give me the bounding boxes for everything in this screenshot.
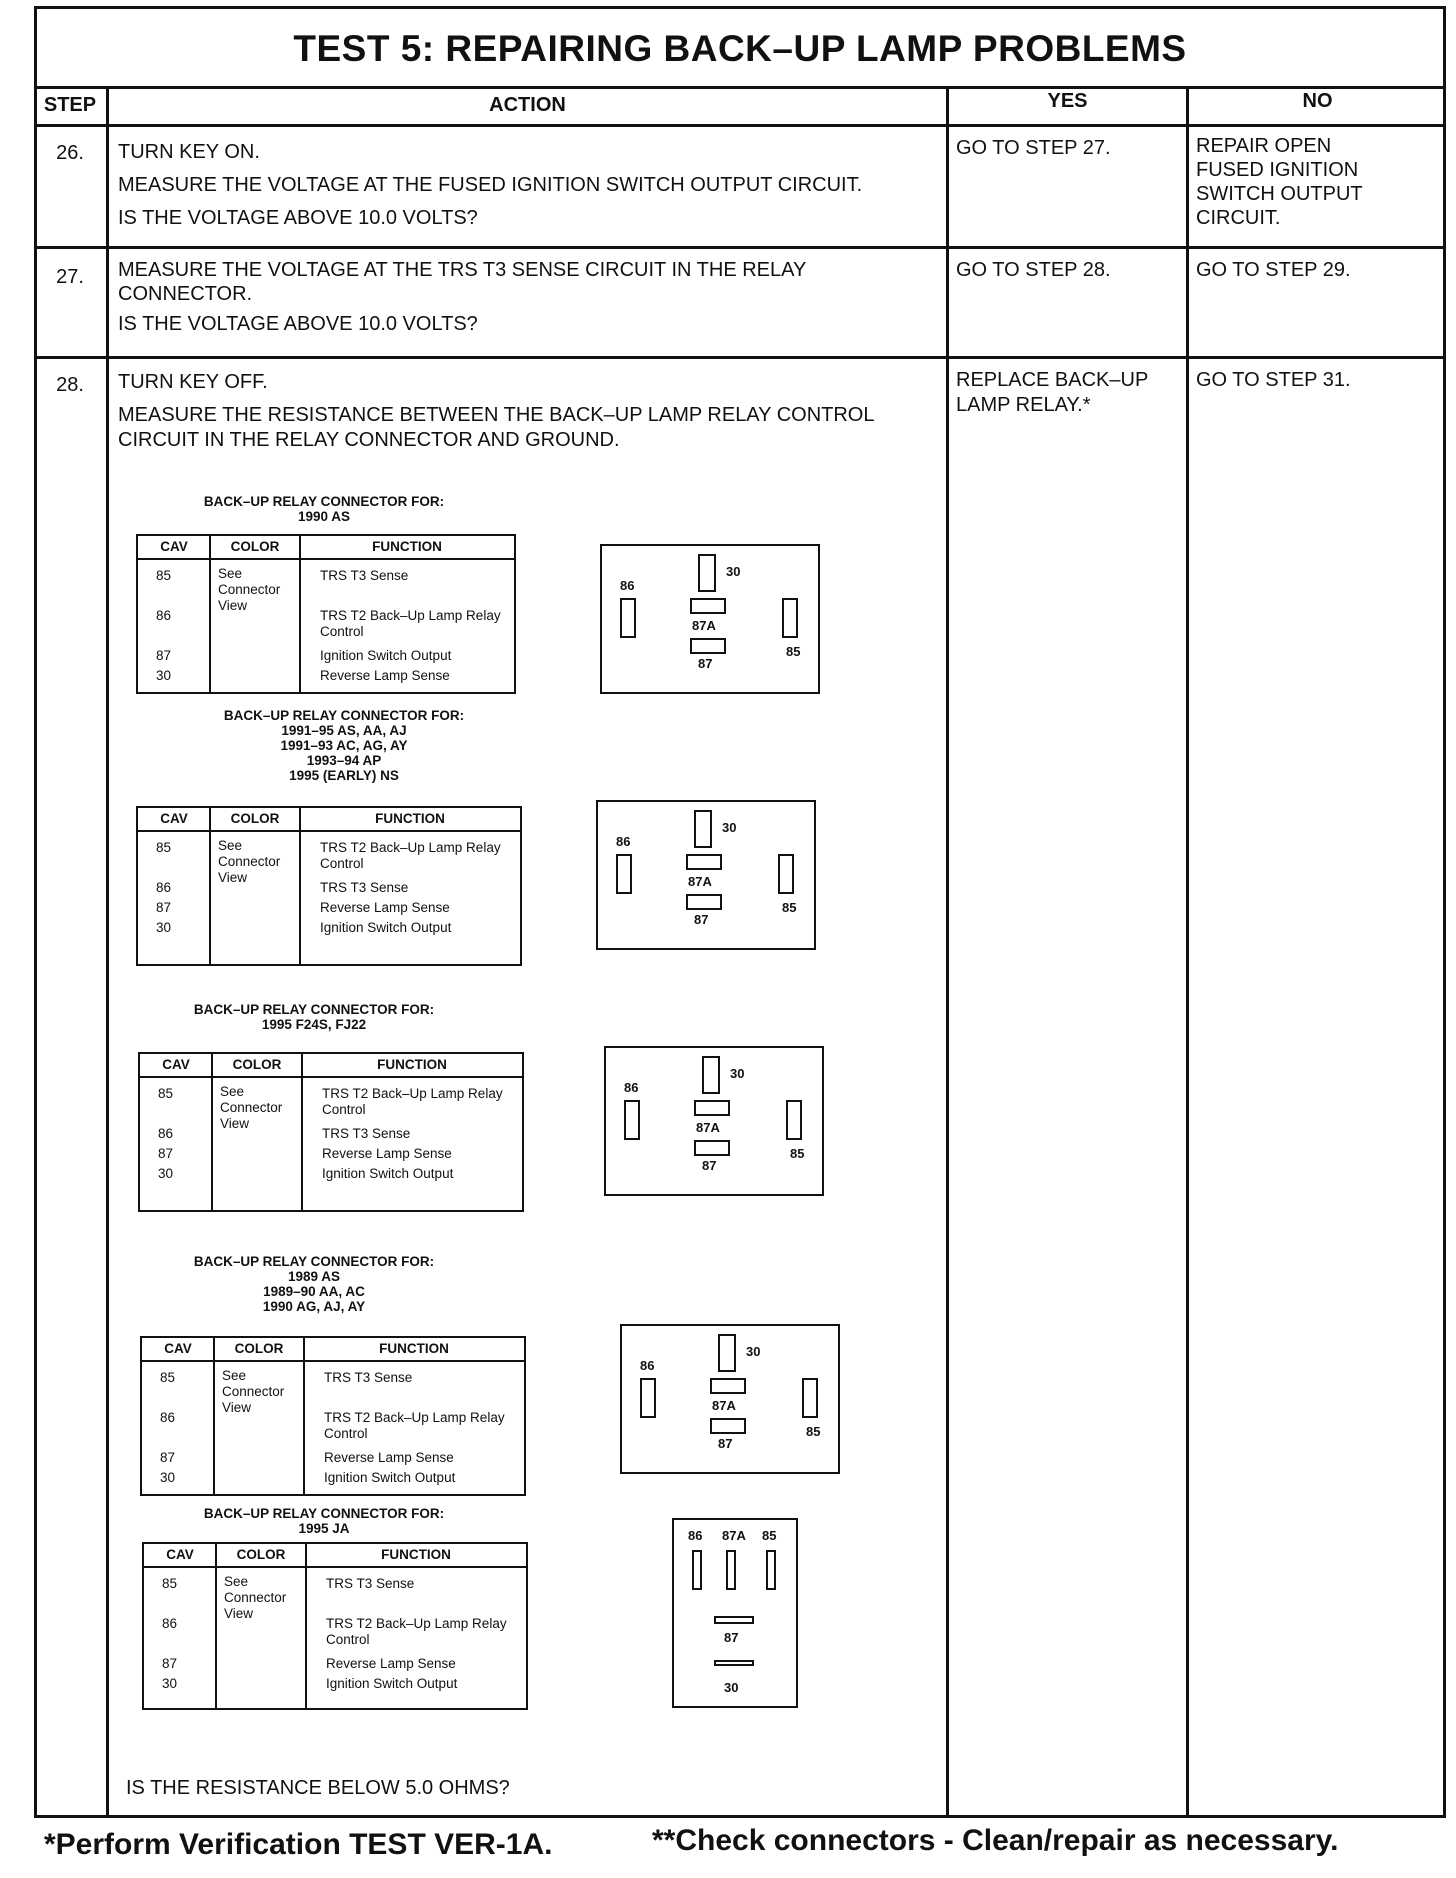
terminal-slot [786, 1100, 802, 1140]
table-header: COLOR [210, 536, 300, 560]
cav-cell: 85 [156, 840, 172, 855]
header-no: NO [1302, 90, 1333, 112]
connector-title [164, 1002, 464, 1032]
table-header: CAV [144, 1544, 216, 1568]
rule [106, 86, 109, 1818]
table-header: CAV [140, 1054, 212, 1078]
terminal-slot [710, 1378, 746, 1394]
step-number: 27. [56, 266, 84, 288]
connector-title [164, 1254, 464, 1314]
action-line: MEASURE THE VOLTAGE AT THE FUSED IGNITION SWITCH OUTPUT CIRCUIT. [118, 174, 863, 196]
terminal-label: 86 [688, 1528, 703, 1543]
cav-cell: 86 [160, 1410, 176, 1425]
cav-cell: 86 [156, 880, 172, 895]
header-action: ACTION [489, 94, 566, 116]
terminal-slot [714, 1660, 754, 1666]
terminal-slot [778, 854, 794, 894]
terminal-slot [620, 598, 636, 638]
cav-cell: 86 [156, 608, 172, 623]
resistance-question: IS THE RESISTANCE BELOW 5.0 OHMS? [126, 1777, 510, 1799]
cav-cell: 85 [160, 1370, 176, 1385]
connector-model: 1989–90 AA, AC [263, 1284, 365, 1299]
cav-cell: 30 [158, 1166, 174, 1181]
footer-verification-note: *Perform Verification TEST VER-1A. [44, 1828, 553, 1861]
action-line: TURN KEY OFF. [118, 371, 268, 393]
function-cell: TRS T2 Back–Up Lamp Relay Control [326, 1616, 507, 1647]
terminal-label: 30 [726, 564, 741, 579]
connector-diagram [600, 544, 820, 694]
connector-pinout-table [142, 1542, 528, 1710]
rule [1186, 86, 1189, 1818]
terminal-label: 30 [730, 1066, 745, 1081]
function-cell: Ignition Switch Output [324, 1470, 456, 1485]
cav-cell: 85 [162, 1576, 178, 1591]
terminal-label: 87A [722, 1528, 746, 1543]
cav-cell: 86 [158, 1126, 174, 1141]
function-cell: Ignition Switch Output [320, 648, 452, 663]
action-cell [118, 258, 878, 344]
connector-pinout-table [136, 534, 516, 694]
cav-cell: 87 [156, 648, 172, 663]
terminal-label: 86 [624, 1080, 639, 1095]
connector-title [194, 708, 494, 783]
column-divider [215, 1544, 217, 1708]
table-header: COLOR [210, 808, 300, 832]
connector-diagram [672, 1518, 798, 1708]
rule [34, 246, 1446, 249]
cav-cell: 30 [156, 920, 172, 935]
terminal-slot [616, 854, 632, 894]
terminal-label: 87 [694, 912, 709, 927]
function-cell: Reverse Lamp Sense [320, 668, 450, 683]
cav-cell: 87 [158, 1146, 174, 1161]
function-cell: Reverse Lamp Sense [322, 1146, 452, 1161]
cav-cell: 30 [162, 1676, 178, 1691]
terminal-label: 30 [722, 820, 737, 835]
function-cell: TRS T3 Sense [322, 1126, 411, 1141]
terminal-label: 30 [724, 1680, 739, 1695]
terminal-slot [692, 1550, 702, 1590]
action-line: MEASURE THE RESISTANCE BETWEEN THE BACK–UP LAMP RELAY CONTROL CIRCUIT IN THE RELAY CONNECTOR AND GROUND. [118, 404, 874, 451]
terminal-label: 87A [692, 618, 716, 633]
cav-cell: 85 [156, 568, 172, 583]
function-cell: TRS T3 Sense [326, 1576, 415, 1591]
connector-model: 1989 AS [287, 1269, 341, 1284]
no-cell: GO TO STEP 29. [1196, 259, 1351, 281]
test-page [34, 6, 1446, 1866]
rule [946, 86, 949, 1818]
terminal-slot [802, 1378, 818, 1418]
terminal-label: 85 [762, 1528, 777, 1543]
function-cell: TRS T2 Back–Up Lamp Relay Control [320, 608, 501, 639]
terminal-slot [686, 854, 722, 870]
cav-cell: 30 [160, 1470, 176, 1485]
rule [34, 356, 1446, 359]
yes-cell: GO TO STEP 27. [956, 137, 1111, 159]
yes-cell: REPLACE BACK–UP LAMP RELAY.* [956, 369, 1148, 416]
connector-title [174, 494, 474, 524]
header-step: STEP [43, 94, 97, 116]
connector-model: 1990 AS [297, 509, 351, 524]
connector-model: 1995 JA [298, 1521, 350, 1536]
terminal-slot [694, 1100, 730, 1116]
color-cell: See Connector View [218, 566, 281, 613]
table-header: CAV [138, 808, 210, 832]
connector-title-label: BACK–UP RELAY CONNECTOR FOR: [223, 708, 465, 723]
function-cell: Ignition Switch Output [320, 920, 452, 935]
connector-title-label: BACK–UP RELAY CONNECTOR FOR: [193, 1002, 435, 1017]
terminal-slot [624, 1100, 640, 1140]
function-cell: Ignition Switch Output [326, 1676, 458, 1691]
connector-title-label: BACK–UP RELAY CONNECTOR FOR: [203, 494, 445, 509]
cav-cell: 85 [158, 1086, 174, 1101]
function-cell: Reverse Lamp Sense [326, 1656, 456, 1671]
connector-pinout-table [136, 806, 522, 966]
cav-cell: 87 [160, 1450, 176, 1465]
footer-connector-note: **Check connectors - Clean/repair as necessary. [652, 1824, 1339, 1857]
terminal-slot [698, 554, 716, 592]
terminal-label: 87A [712, 1398, 736, 1413]
header-yes: YES [1047, 90, 1088, 112]
color-cell: See Connector View [218, 838, 281, 885]
connector-pinout-table [138, 1052, 524, 1212]
connector-model: 1991–95 AS, AA, AJ [281, 723, 407, 738]
terminal-slot [714, 1616, 754, 1624]
no-cell: REPAIR OPEN FUSED IGNITION SWITCH OUTPUT CIRCUIT. [1196, 135, 1363, 229]
table-header: CAV [138, 536, 210, 560]
table-header: FUNCTION [300, 536, 514, 560]
terminal-slot [726, 1550, 736, 1590]
rule [34, 124, 1446, 127]
table-header: FUNCTION [306, 1544, 526, 1568]
connector-diagram [604, 1046, 824, 1196]
terminal-slot [640, 1378, 656, 1418]
no-cell: GO TO STEP 31. [1196, 369, 1351, 391]
table-header: COLOR [212, 1054, 302, 1078]
terminal-label: 86 [640, 1358, 655, 1373]
terminal-label: 85 [786, 644, 801, 659]
rule [34, 86, 1446, 89]
function-cell: TRS T3 Sense [320, 568, 409, 583]
connector-diagram [596, 800, 816, 950]
table-header: FUNCTION [300, 808, 520, 832]
action-cell [118, 370, 938, 461]
yes-cell: GO TO STEP 28. [956, 259, 1111, 281]
connector-diagram [620, 1324, 840, 1474]
cav-cell: 87 [156, 900, 172, 915]
step-number: 26. [56, 142, 84, 164]
connector-title [174, 1506, 474, 1536]
terminal-label: 87 [698, 656, 713, 671]
connector-model: 1991–93 AC, AG, AY [280, 738, 408, 753]
step-number: 28. [56, 374, 84, 396]
terminal-label: 86 [616, 834, 631, 849]
function-cell: TRS T3 Sense [324, 1370, 413, 1385]
connector-title-label: BACK–UP RELAY CONNECTOR FOR: [203, 1506, 445, 1521]
color-cell: See Connector View [220, 1084, 283, 1131]
table-header: COLOR [214, 1338, 304, 1362]
terminal-slot [686, 894, 722, 910]
action-cell [118, 140, 938, 239]
terminal-label: 87 [702, 1158, 717, 1173]
terminal-label: 87A [688, 874, 712, 889]
function-cell: TRS T2 Back–Up Lamp Relay Control [322, 1086, 503, 1117]
terminal-slot [690, 598, 726, 614]
cav-cell: 87 [162, 1656, 178, 1671]
terminal-slot [782, 598, 798, 638]
page-title: TEST 5: REPAIRING BACK–UP LAMP PROBLEMS [293, 28, 1187, 69]
action-line: TURN KEY ON. [118, 141, 260, 163]
function-cell: Reverse Lamp Sense [320, 900, 450, 915]
connector-model: 1995 F24S, FJ22 [261, 1017, 367, 1032]
terminal-slot [702, 1056, 720, 1094]
connector-model: 1995 (EARLY) NS [289, 768, 399, 783]
function-cell: Ignition Switch Output [322, 1166, 454, 1181]
terminal-slot [694, 1140, 730, 1156]
terminal-slot [710, 1418, 746, 1434]
terminal-slot [694, 810, 712, 848]
terminal-label: 87A [696, 1120, 720, 1135]
function-cell: TRS T2 Back–Up Lamp Relay Control [320, 840, 501, 871]
terminal-label: 30 [746, 1344, 761, 1359]
function-cell: TRS T2 Back–Up Lamp Relay Control [324, 1410, 505, 1441]
terminal-slot [766, 1550, 776, 1590]
connector-model: 1990 AG, AJ, AY [262, 1299, 366, 1314]
color-cell: See Connector View [222, 1368, 285, 1415]
cav-cell: 30 [156, 668, 172, 683]
terminal-label: 87 [724, 1630, 739, 1645]
action-line: IS THE VOLTAGE ABOVE 10.0 VOLTS? [118, 207, 478, 229]
table-header: COLOR [216, 1544, 306, 1568]
connector-pinout-table [140, 1336, 526, 1496]
terminal-slot [718, 1334, 736, 1372]
action-line: IS THE VOLTAGE ABOVE 10.0 VOLTS? [118, 313, 478, 335]
terminal-label: 85 [806, 1424, 821, 1439]
terminal-label: 85 [782, 900, 797, 915]
terminal-label: 87 [718, 1436, 733, 1451]
table-header: FUNCTION [302, 1054, 522, 1078]
connector-title-label: BACK–UP RELAY CONNECTOR FOR: [193, 1254, 435, 1269]
table-header: CAV [142, 1338, 214, 1362]
action-line: MEASURE THE VOLTAGE AT THE TRS T3 SENSE CIRCUIT IN THE RELAY CONNECTOR. [118, 259, 806, 305]
terminal-slot [690, 638, 726, 654]
terminal-label: 85 [790, 1146, 805, 1161]
column-divider [305, 1544, 307, 1708]
function-cell: Reverse Lamp Sense [324, 1450, 454, 1465]
table-header: FUNCTION [304, 1338, 524, 1362]
cav-cell: 86 [162, 1616, 178, 1631]
function-cell: TRS T3 Sense [320, 880, 409, 895]
color-cell: See Connector View [224, 1574, 287, 1621]
connector-model: 1993–94 AP [306, 753, 382, 768]
terminal-label: 86 [620, 578, 635, 593]
